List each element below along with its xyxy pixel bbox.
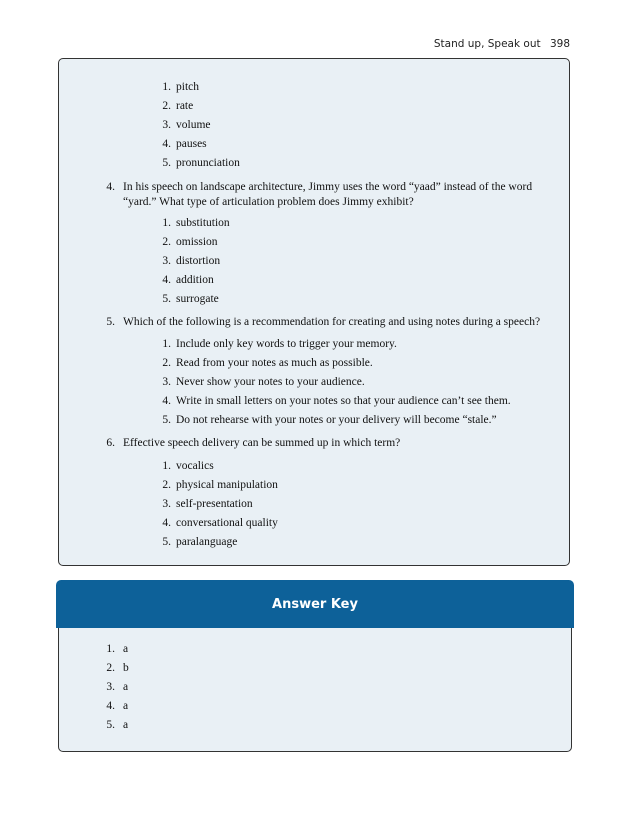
option-text: omission — [176, 236, 218, 248]
list-item: 2. b — [106, 662, 129, 674]
list-item: 1. a — [106, 643, 129, 655]
answer-text: a — [123, 700, 129, 712]
option-text: Do not rehearse with your notes or your delivery will become “stale.” — [176, 414, 497, 426]
q5-options — [59, 335, 511, 430]
page-number: 398 — [549, 38, 570, 50]
running-header — [434, 38, 570, 50]
list-item: 4. a — [106, 700, 129, 712]
list-item: 4. pauses — [162, 138, 207, 150]
answer-list — [59, 640, 129, 735]
list-item: 5. pronunciation — [162, 157, 240, 169]
list-item: 3. distortion — [162, 255, 221, 267]
option-text: self-presentation — [176, 498, 253, 510]
question-4 — [59, 180, 559, 210]
option-text: surrogate — [176, 293, 219, 305]
list-item: 1. Include only key words to trigger your memory. — [162, 338, 397, 350]
list-item: 1. pitch — [162, 81, 199, 93]
option-text: Never show your notes to your audience. — [176, 376, 365, 388]
list-item: 2. rate — [162, 100, 194, 112]
list-item: 1. vocalics — [162, 460, 214, 472]
question-text: Effective speech delivery can be summed up in which term? — [123, 437, 401, 449]
option-text: substitution — [176, 217, 230, 229]
list-item: 3. volume — [162, 119, 211, 131]
option-text: paralanguage — [176, 536, 238, 548]
answer-key-body — [58, 628, 572, 752]
option-text: pronunciation — [176, 157, 240, 169]
q6-options — [59, 457, 278, 552]
option-text: Write in small letters on your notes so that your audience can’t see them. — [176, 395, 511, 407]
list-item: 5. Do not rehearse with your notes or your delivery will become “stale.” — [162, 414, 497, 426]
option-text: vocalics — [176, 460, 214, 472]
answer-key-header — [56, 580, 574, 628]
q4-options — [59, 214, 230, 309]
list-item: 3. self-presentation — [162, 498, 253, 510]
quiz-box — [58, 58, 570, 566]
option-text: rate — [176, 100, 194, 112]
list-item: 4. addition — [162, 274, 214, 286]
list-item: 5. a — [106, 719, 129, 731]
answer-text: a — [123, 643, 129, 655]
question-number: 4. — [106, 181, 115, 193]
option-text: addition — [176, 274, 214, 286]
list-item: 2. omission — [162, 236, 218, 248]
list-item: 2. Read from your notes as much as possible. — [162, 357, 373, 369]
option-text: distortion — [176, 255, 221, 267]
answer-key-box — [56, 580, 574, 752]
option-text: physical manipulation — [176, 479, 278, 491]
question-text: Which of the following is a recommendation for creating and using notes during a speech? — [123, 316, 541, 328]
list-item: 5. surrogate — [162, 293, 219, 305]
list-item: 1. substitution — [162, 217, 230, 229]
answer-text: a — [123, 719, 129, 731]
answer-text: b — [123, 662, 129, 674]
option-text: pauses — [176, 138, 207, 150]
option-text: conversational quality — [176, 517, 278, 529]
list-item: 4. Write in small letters on your notes so that your audience can’t see them. — [162, 395, 511, 407]
question-text: In his speech on landscape architecture, Jimmy uses the word “yaad” instead of the word “yard.” What type of articulation problem does Jimmy exhibit? — [123, 181, 533, 208]
option-text: Read from your notes as much as possible. — [176, 357, 373, 369]
answer-key-title: Answer Key — [272, 596, 358, 612]
question-5 — [59, 315, 559, 330]
question-number: 6. — [106, 437, 115, 449]
option-text: pitch — [176, 81, 199, 93]
option-text: volume — [176, 119, 211, 131]
q3-options — [59, 78, 240, 173]
list-item: 2. physical manipulation — [162, 479, 278, 491]
book-title: Stand up, Speak out — [433, 38, 541, 50]
answer-text: a — [123, 681, 129, 693]
list-item: 5. paralanguage — [162, 536, 238, 548]
question-number: 5. — [106, 316, 115, 328]
option-text: Include only key words to trigger your memory. — [176, 338, 397, 350]
list-item: 4. conversational quality — [162, 517, 278, 529]
list-item: 3. a — [106, 681, 129, 693]
question-6 — [59, 436, 559, 451]
list-item: 3. Never show your notes to your audience. — [162, 376, 365, 388]
